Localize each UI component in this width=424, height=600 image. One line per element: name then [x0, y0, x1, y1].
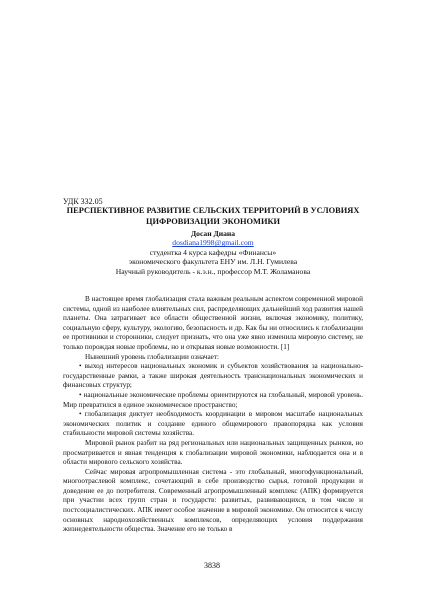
author-affiliation-1: студентка 4 курса кафедры «Финансы»: [149, 247, 277, 257]
author-email-link[interactable]: dosdiana1998@gmail.com: [172, 238, 254, 248]
paragraph-4: Сейчас мировая агропромышленная система - это глобальный, многофункциональный, многоотраслевой комплекс, сочетающий в себе производство сырья, готовой продукции и доведение ее до потребителя. Современный агропромышленный комплекс (АПК) формируется при участии всех групп стран и государств: развитых, развивающихся, в том числе и постсоциалистических. АПК имеет особое значение в мировой экономике. Он относится к числу основных народнохозяйственных комплексов, определяющих условия поддержания жизнедеятельности общества. Значение его не только в: [63, 467, 363, 534]
author-name: Досан Диана: [190, 229, 236, 238]
title-line-2: ЦИФРОВИЗАЦИИ ЭКОНОМИКИ: [145, 216, 281, 226]
supervisor-line: Научный руководитель - к.э.н., профессор М.Т. Жоламанова: [115, 266, 311, 276]
bullet-item-1: • выход интересов национальных экономик и субъектов хозяйствования за национально-государственные рамки, а также широкая деятельность транснациональных экономических и финансовых структур;: [63, 362, 363, 390]
article-body: [63, 295, 363, 535]
bullet-item-3: • глобализация диктует необходимость координации в мировом масштабе национальных экономических политик и создание единого общемирового правопорядка как условия стабильности мировой системы хозяйства.: [63, 410, 363, 438]
paragraph-2: Нынешний уровень глобализации означает:: [85, 352, 219, 361]
udk-code: УДК 332.05: [63, 197, 103, 206]
bullet-item-2: • национальные экономические проблемы ориентируются на глобальный, мировой уровень. Мир превратился в единое экономическое пространство;: [63, 390, 363, 409]
title-line-1: ПЕРСПЕКТИВНОЕ РАЗВИТИЕ СЕЛЬСКИХ ТЕРРИТОРИЙ В УСЛОВИЯХ: [66, 206, 360, 215]
article-title: [63, 206, 363, 227]
author-affiliation-2: экономического факультета ЕНУ им. Л.Н. Гумилева: [128, 257, 298, 267]
author-block: [63, 229, 363, 276]
paragraph-1: В настоящее время глобализация стала важным реальным аспектом современной мировой системы, одной из наиболее влиятельных сил, распределяющих дальнейший ход развития нашей планеты. Она затрагивает все области общественной жизни, включая экономику, политику, социальную сферу, культуру, экологию, безопасность и др. Как бы ни относились к глобализации ее противники и сторонники, следует признать, что она уже явно изменила мировую систему, не только порождая новые проблемы, но и открывая новые возможности. [1]: [63, 295, 363, 351]
paragraph-3: Мировой рынок разбит на ряд региональных или национальных защищенных рынков, но просматривается и явная тенденция к глобализации мировой экономики, наблюдается она и в области мирового сельского хозяйства.: [63, 438, 363, 467]
page-number: 3838: [204, 561, 220, 570]
